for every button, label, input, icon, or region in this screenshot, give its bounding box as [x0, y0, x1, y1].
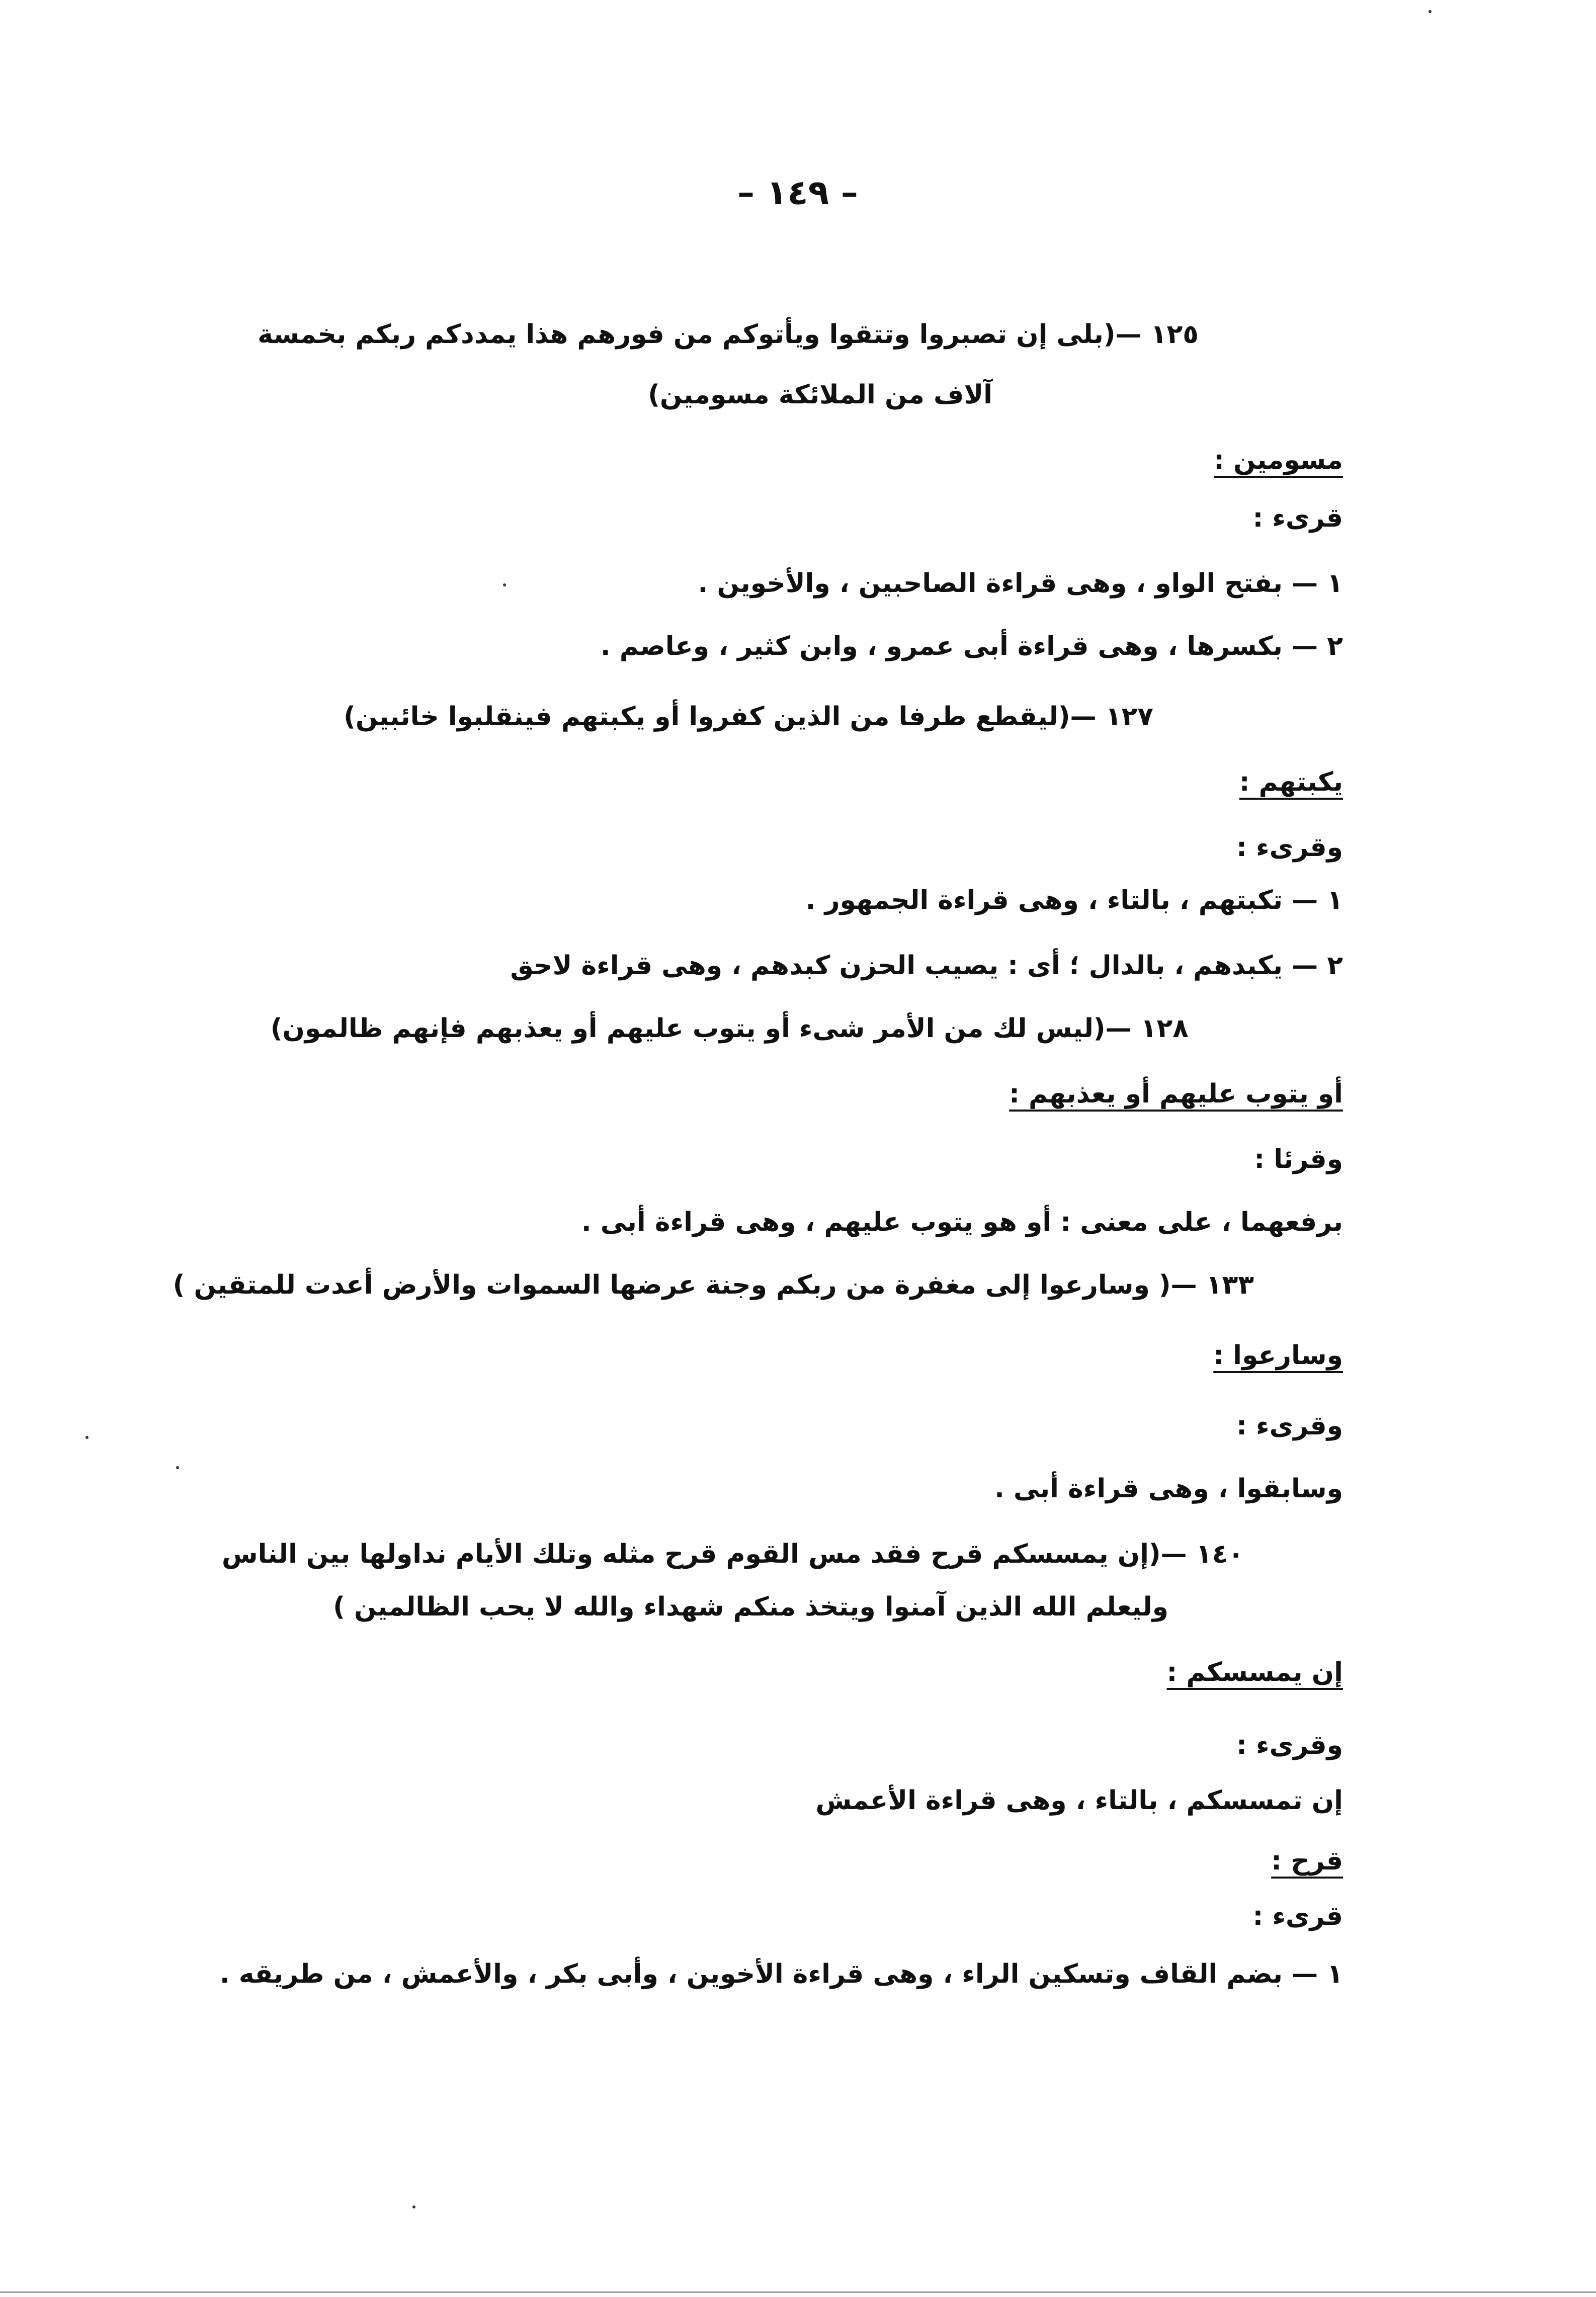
verse-140-line-2: وليعلم الله الذين آمنوا ويتخذ منكم شهداء والله لا يحب الظالمين )	[333, 1592, 1168, 1622]
verse-125-line-2: آلاف من الملائكة مسومين)	[648, 380, 992, 410]
qurie-label: وقرىء :	[1236, 1730, 1343, 1760]
verse-133: ١٣٣ —( وسارعوا إلى مغفرة من ربكم وجنة عرضها السموات والأرض أعدت للمتقين )	[173, 1270, 1254, 1300]
wasariu-text: وسابقوا ، وهى قراءة أبى .	[994, 1474, 1343, 1504]
scan-speck	[176, 1466, 179, 1469]
musawwimin-item-1: ١ — بفتح الواو ، وهى قراءة الصاحبين ، والأخوين .	[698, 568, 1343, 599]
qurie-label: وقرىء :	[1236, 832, 1343, 863]
qurie-label: قرىء :	[1252, 1901, 1343, 1931]
qarh-item-1: ١ — بضم القاف وتسكين الراء ، وهى قراءة الأخوين ، وأبى بكر ، والأعمش ، من طريقه .	[219, 1959, 1343, 1989]
heading-qarh: قرح :	[1271, 1846, 1343, 1876]
qurie-label: قرىء :	[1252, 503, 1343, 533]
qurie-label: وقرىء :	[1236, 1411, 1343, 1441]
in-yamsaskum-text: إن تمسسكم ، بالتاء ، وهى قراءة الأعمش	[815, 1785, 1343, 1816]
aw-yatuba-text: برفعهما ، على معنى : أو هو يتوب عليهم ، وهى قراءة أبى .	[581, 1207, 1343, 1237]
heading-aw-yatuba: أو يتوب عليهم أو يعذبهم :	[1009, 1079, 1343, 1109]
scan-speck	[503, 583, 506, 586]
scan-speck	[86, 1436, 89, 1439]
musawwimin-item-2: ٢ — بكسرها ، وهى قراءة أبى عمرو ، وابن كثير ، وعاصم .	[600, 631, 1343, 661]
page-number: – ١٤٩ –	[737, 173, 858, 213]
scan-speck	[412, 2205, 415, 2208]
verse-127: ١٢٧ —(ليقطع طرفا من الذين كفروا أو يكبتهم فينقلبوا خائبين)	[344, 702, 1153, 732]
verse-128: ١٢٨ —(ليس لك من الأمر شىء أو يتوب عليهم أو يعذبهم فإنهم ظالمون)	[270, 1013, 1189, 1044]
yakbitahum-item-1: ١ — تكبتهم ، بالتاء ، وهى قراءة الجمهور .	[805, 885, 1343, 915]
verse-140-line-1: ١٤٠ —(إن يمسسكم قرح فقد مس القوم قرح مثله وتلك الأيام نداولها بين الناس	[221, 1539, 1244, 1569]
heading-wasariu: وسارعوا :	[1213, 1340, 1343, 1371]
qurie-label: وقرئا :	[1254, 1144, 1343, 1174]
yakbitahum-item-2: ٢ — يكبدهم ، بالدال ؛ أى : يصيب الحزن كبدهم ، وهى قراءة لاحق	[510, 951, 1343, 981]
heading-yakbitahum: يكبتهم :	[1239, 767, 1343, 797]
scan-speck	[1429, 10, 1432, 13]
heading-in-yamsaskum: إن يمسسكم :	[1166, 1657, 1343, 1687]
heading-musawwimin: مسومين :	[1214, 445, 1343, 475]
page-bottom-edge	[0, 2291, 1596, 2293]
verse-125-line-1: ١٢٥ —(بلى إن تصبروا وتتقوا ويأتوكم من فورهم هذا يمددكم ربكم بخمسة	[258, 319, 1199, 350]
